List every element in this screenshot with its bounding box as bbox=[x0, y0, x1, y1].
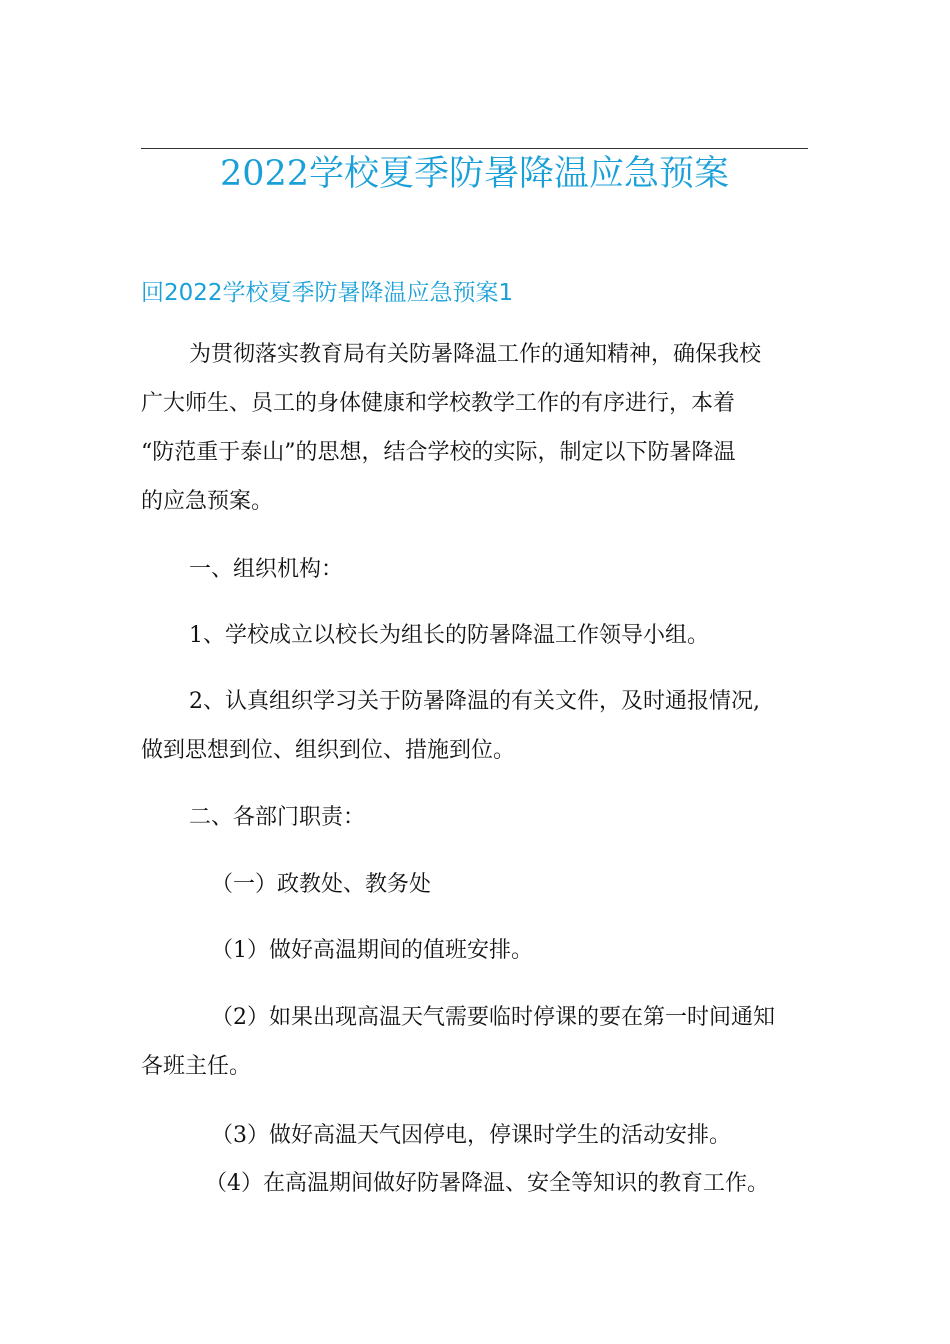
intro-line: “防范重于泰山”的思想，结合学校的实际，制定以下防暑降温 bbox=[141, 440, 736, 465]
section2-heading: 二、各部门职责： bbox=[189, 805, 366, 830]
title-top-rule bbox=[141, 148, 808, 149]
item-1: 1、学校成立以校长为组长的防暑降温工作领导小组。 bbox=[189, 623, 709, 648]
sub-item-4: （4）在高温期间做好防暑降温、安全等知识的教育工作。 bbox=[205, 1171, 769, 1196]
section1-heading: 一、组织机构： bbox=[189, 557, 344, 582]
section-subtitle: 回2022学校夏季防暑降温应急预案1 bbox=[141, 280, 514, 306]
intro-line: 广大师生、员工的身体健康和学校教学工作的有序进行，本着 bbox=[141, 391, 736, 416]
sub-item-2 bbox=[141, 993, 811, 1091]
item-2-line: 2、认真组织学习关于防暑降温的有关文件，及时通报情况, bbox=[189, 689, 760, 714]
item-2-line: 做到思想到位、组织到位、措施到位。 bbox=[141, 738, 516, 763]
sub-item-1: （1）做好高温期间的值班安排。 bbox=[211, 938, 533, 963]
sub-item-2-line: （2）如果出现高温天气需要临时停课的要在第一时间通知 bbox=[211, 1005, 775, 1030]
sub-item-2-line: 各班主任。 bbox=[141, 1054, 252, 1079]
sub-item-3: （3）做好高温天气因停电，停课时学生的活动安排。 bbox=[211, 1123, 731, 1148]
item-2 bbox=[141, 677, 811, 775]
sub1-heading: （一）政教处、教务处 bbox=[211, 872, 432, 897]
intro-paragraph bbox=[141, 330, 811, 526]
intro-line: 的应急预案。 bbox=[141, 489, 274, 514]
intro-line: 为贯彻落实教育局有关防暑降温工作的通知精神，确保我校 bbox=[189, 342, 762, 367]
document-title: 2022学校夏季防暑降温应急预案 bbox=[219, 154, 730, 194]
